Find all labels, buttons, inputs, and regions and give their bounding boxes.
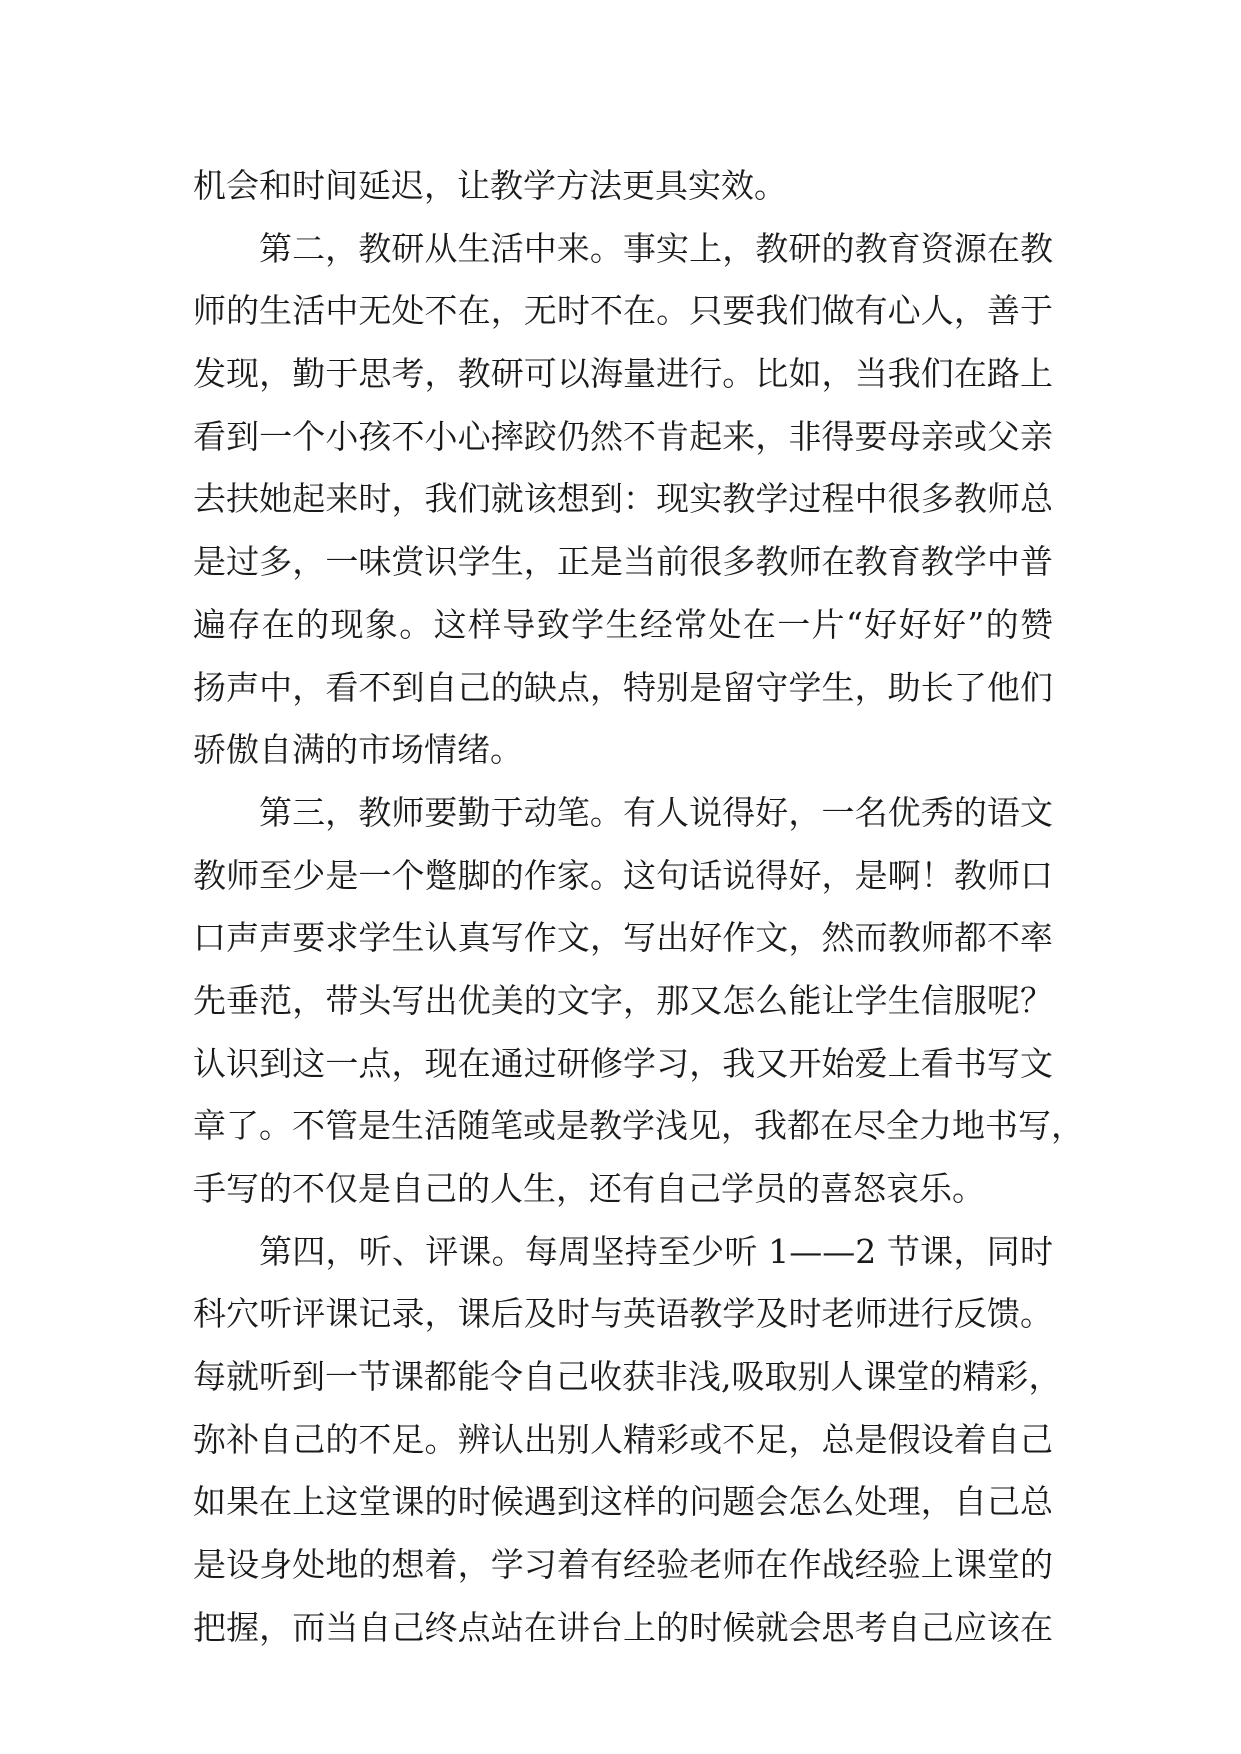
paragraph-first-line: 第三，教师要勤于动笔。有人说得好，一名优秀的语文 [259,792,1053,832]
text-line: 每就听到一节课都能令自己收获非浅,吸取别人课堂的精彩， [193,1357,1062,1397]
text-line: 发现，勤于思考，教研可以海量进行。比如，当我们在路上 [193,354,1053,394]
text-line: 章了。不管是生活随笔或是教学浅见，我都在尽全力地书写， [193,1106,1084,1146]
text-line: 先垂范，带头写出优美的文字，那又怎么能让学生信服呢？ [193,980,1053,1020]
text-line: 弥补自己的不足。辨认出别人精彩或不足，总是假设着自己 [193,1419,1053,1459]
text-line: 如果在上这堂课的时候遇到这样的问题会怎么处理，自己总 [193,1482,1053,1522]
text-line: 教师至少是一个蹩脚的作家。这句话说得好，是啊！教师口 [193,855,1053,895]
text-line: 科穴听评课记录，课后及时与英语教学及时老师进行反馈。 [193,1294,1053,1334]
text-line: 看到一个小孩不小心摔跤仍然不肯起来，非得要母亲或父亲 [193,416,1053,456]
text-line: 骄傲自满的市场情绪。 [193,730,523,770]
text-line: 手写的不仅是自己的人生，还有自己学员的喜怒哀乐。 [193,1169,985,1208]
text-line: 扬声中，看不到自己的缺点，特别是留守学生，助长了他们 [193,667,1053,707]
text-line: 认识到这一点，现在通过研修学习，我又开始爱上看书写文 [193,1043,1053,1083]
text-line: 师的生活中无处不在，无时不在。只要我们做有心人，善于 [193,291,1053,331]
text-line: 机会和时间延迟，让教学方法更具实效。 [193,166,787,205]
text-line: 是设身处地的想着，学习着有经验老师在作战经验上课堂的 [193,1545,1053,1585]
text-line: 去扶她起来时，我们就该想到：现实教学过程中很多教师总 [193,479,1053,519]
text-line: 遍存在的现象。这样导致学生经常处在一片“好好好”的赞 [193,604,1053,644]
text-line: 把握，而当自己终点站在讲台上的时候就会思考自己应该在 [193,1607,1053,1647]
paragraph-first-line: 第四，听、评课。每周坚持至少听 1——2 节课，同时 [259,1231,1053,1271]
text-line: 口声声要求学生认真写作文，写出好作文，然而教师都不率 [193,918,1053,958]
body-text [193,155,1084,1660]
paragraph-first-line: 第二，教研从生活中来。事实上，教研的教育资源在教 [259,228,1053,268]
text-line: 是过多，一味赏识学生，正是当前很多教师在教育教学中普 [193,542,1053,582]
